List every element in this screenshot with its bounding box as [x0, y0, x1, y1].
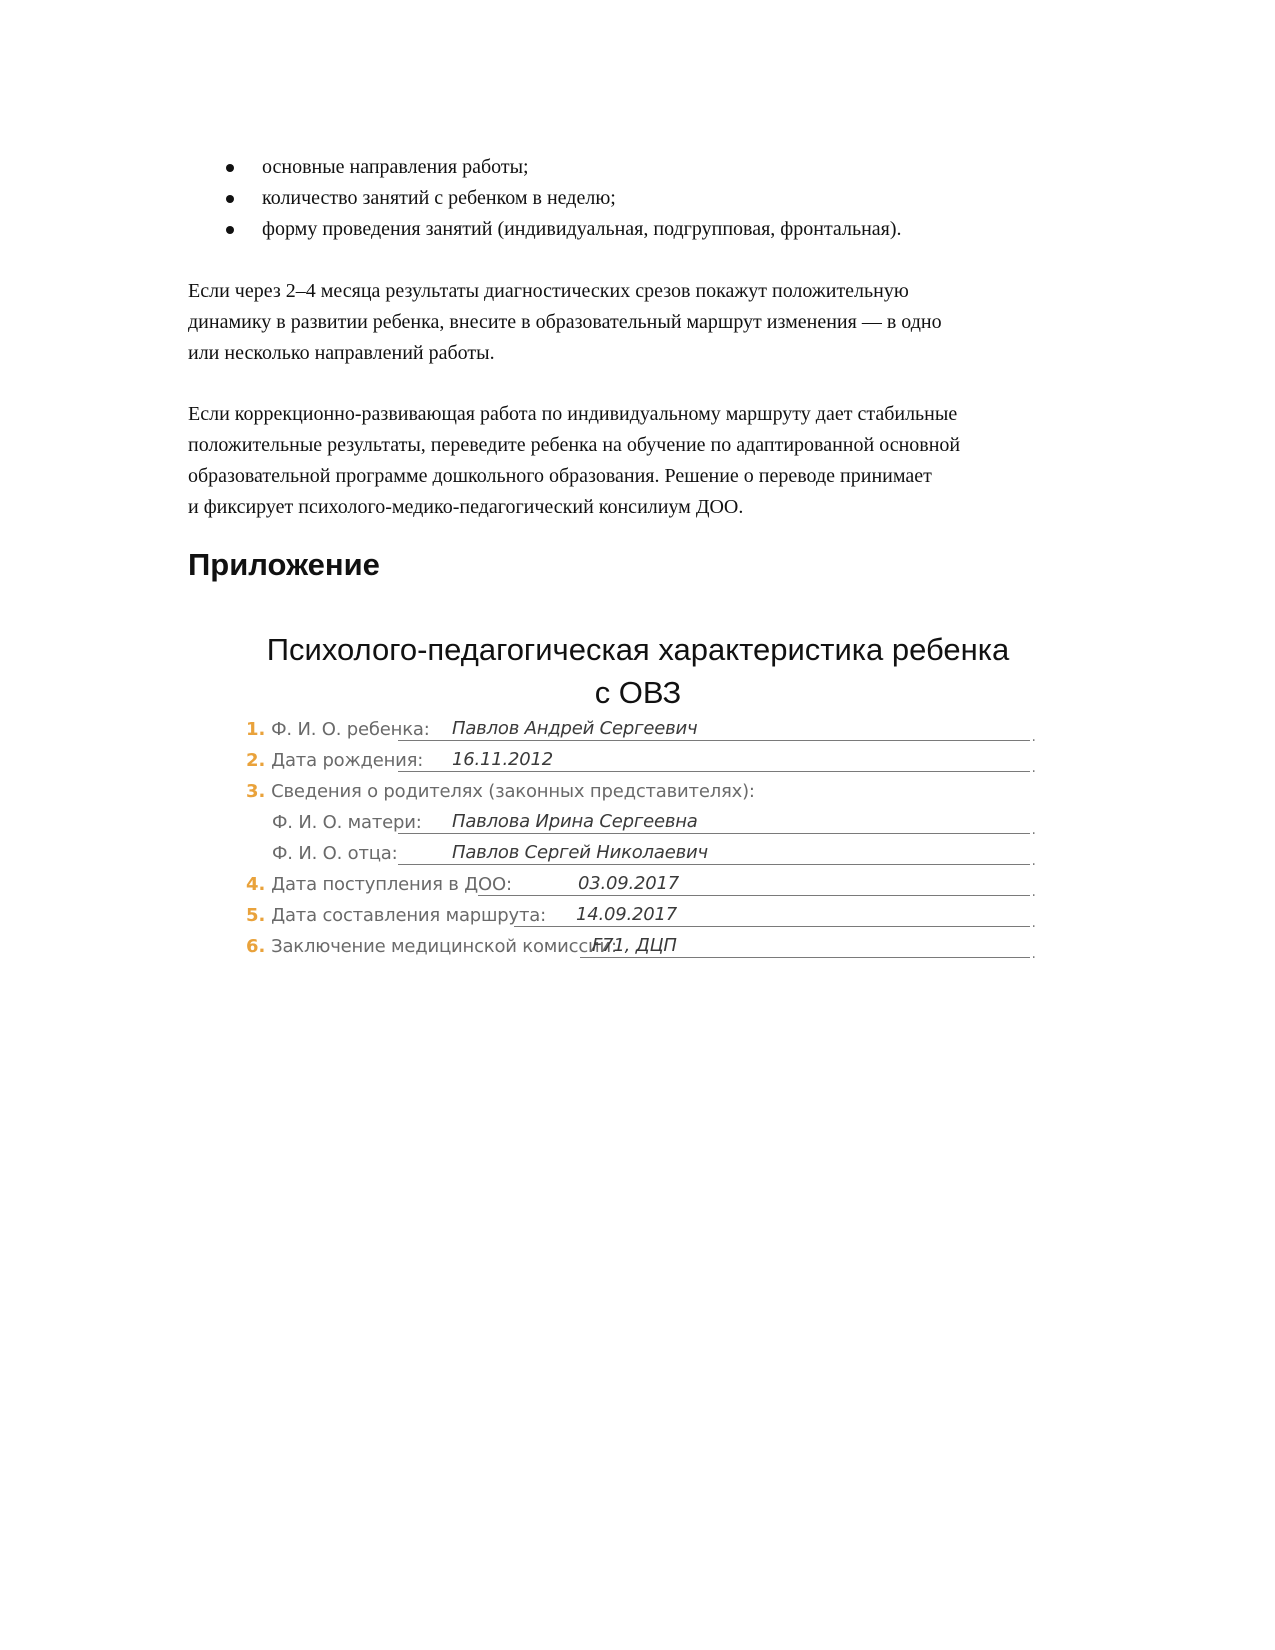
row-label: Ф. И. О. ребенка: [271, 719, 430, 740]
route-date-value: 14.09.2017 [576, 904, 678, 925]
end-mark: . [1031, 760, 1036, 776]
fill-line [398, 740, 1030, 741]
form-row-father-name [246, 838, 1036, 869]
fill-line [478, 895, 1030, 896]
bullet-icon [226, 226, 234, 234]
form-row-route-date [246, 900, 1036, 931]
form-row-mother-name [246, 807, 1036, 838]
bullet-icon [226, 164, 234, 172]
bullet-item: основные направления работы; [220, 152, 902, 183]
paragraph-line: или несколько направлений работы. [188, 342, 495, 364]
row-number: 2. [246, 750, 266, 771]
paragraph-line: образовательной программе дошкольного образования. Решение о переводе принимает [188, 465, 932, 487]
appendix-heading: Приложение [188, 547, 380, 582]
fill-line [580, 957, 1030, 958]
fill-line [514, 926, 1030, 927]
row-number: 4. [246, 874, 266, 895]
row-label: Дата составления маршрута: [271, 905, 546, 926]
paragraph-line: Если коррекционно-развивающая работа по индивидуальному маршруту дает стабильные [188, 403, 958, 425]
end-mark: . [1031, 853, 1036, 869]
form-title-line: Психолого-педагогическая характеристика ребенка [266, 632, 1010, 667]
form-row-birth-date [246, 745, 1036, 776]
mother-name-value: Павлова Ирина Сергеевна [452, 811, 698, 832]
fill-line [398, 771, 1030, 772]
paragraph-line: положительные результаты, переведите ребенка на обучение по адаптированной основной [188, 434, 961, 456]
row-number: 1. [246, 719, 266, 740]
row-label: Дата поступления в ДОО: [271, 874, 512, 895]
fill-line [398, 833, 1030, 834]
end-mark: . [1031, 915, 1036, 931]
row-label: Ф. И. О. отца: [272, 843, 398, 864]
row-label: Ф. И. О. матери: [272, 812, 422, 833]
bullet-item: форму проведения занятий (индивидуальная, подгрупповая, фронтальная). [220, 214, 902, 245]
row-number: 3. [246, 781, 266, 802]
row-number: 6. [246, 936, 266, 957]
row-label: Дата рождения: [271, 750, 424, 771]
bullet-icon [226, 195, 234, 203]
row-label: Заключение медицинской комиссии: [271, 936, 617, 957]
form-row-medical-conclusion [246, 931, 1036, 962]
paragraph-dynamics [188, 276, 1088, 369]
characteristic-form [246, 714, 1036, 962]
end-mark: . [1031, 729, 1036, 745]
end-mark: . [1031, 946, 1036, 962]
end-mark: . [1031, 822, 1036, 838]
bullet-item: количество занятий с ребенком в неделю; [220, 183, 902, 214]
form-title [188, 628, 1088, 714]
form-row-admission-date [246, 869, 1036, 900]
paragraph-line: и фиксирует психолого-медико-педагогический консилиум ДОО. [188, 496, 744, 518]
admission-date-value: 03.09.2017 [578, 873, 680, 894]
form-title-line: с ОВЗ [594, 675, 682, 710]
medical-conclusion-value: F71, ДЦП [592, 935, 677, 956]
end-mark: . [1031, 884, 1036, 900]
paragraph-line: Если через 2–4 месяца результаты диагностических срезов покажут положительную [188, 280, 909, 302]
child-name-value: Павлов Андрей Сергеевич [452, 718, 698, 739]
father-name-value: Павлов Сергей Николаевич [452, 842, 708, 863]
row-label: Сведения о родителях (законных представителях): [271, 781, 755, 802]
form-row-child-name [246, 714, 1036, 745]
bullet-list [220, 152, 902, 245]
fill-line [398, 864, 1030, 865]
paragraph-line: динамику в развитии ребенка, внесите в образовательный маршрут изменения — в одно [188, 311, 942, 333]
form-row-parents [246, 776, 1036, 807]
row-number: 5. [246, 905, 266, 926]
birth-date-value: 16.11.2012 [452, 749, 554, 770]
paragraph-transfer [188, 399, 1088, 523]
